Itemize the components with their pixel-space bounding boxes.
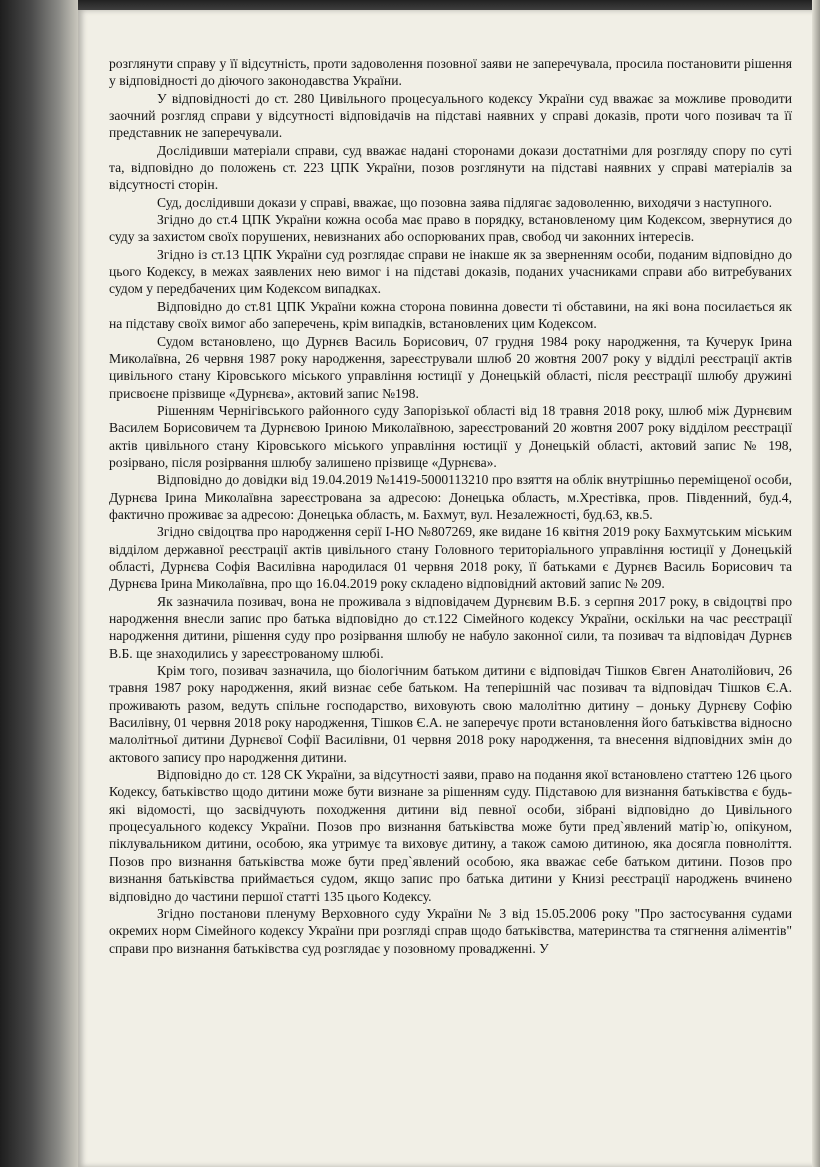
paragraph: Як зазначила позивач, вона не проживала з відповідачем Дурнєвим В.Б. з серпня 2017 року, в свідоцтві про народження внесли запис про батька відповідно до ст.122 Сімейного кодексу України, оскільки на час реєстрації народження дитини, рішення суду про розірвання шлюбу не набуло законної сили, та позивач та відповідач Дурнєв В.Б. ще знаходились у зареєстрованому шлюбі. [109,593,792,661]
paragraph: Згідно із ст.13 ЦПК України суд розглядає справи не інакше як за зверненням особи, поданим відповідно до цього Кодексу, в межах заявлених нею вимог і на підставі доказів, поданих учасниками справи або витребуваних судом у передбачених цим Кодексом випадках. [109,246,792,297]
paragraph: Відповідно до ст.81 ЦПК України кожна сторона повинна довести ті обставини, на які вона посилається як на підставу своїх вимог або заперечень, крім випадків, встановлених цим Кодексом. [109,298,792,332]
paragraph: розглянути справу у її відсутність, проти задоволення позовної заяви не заперечувала, просила постановити рішення у відповідності до діючого законодавства України. [109,56,792,89]
document-page [78,10,820,1167]
paragraph: У відповідності до ст. 280 Цивільного процесуального кодексу України суд вважає за можливе проводити заочний розгляд справи у відсутності відповідачів на підставі наявних у справі доказів, проти чого позивач та її представник не заперечували. [109,90,792,141]
paragraph: Крім того, позивач зазначила, що біологічним батьком дитини є відповідач Тішков Євген Анатолійович, 26 травня 1987 року народження, який визнає себе батьком. На теперішній час позивач та відповідач Тішков Є.А. проживають разом, ведуть спільне господарство, виховують свою малолітню дитину – доньку Дурнєву Софію Василівну, 01 червня 2018 року народження, Тішков Є.А. не заперечує проти встановлення його батьківства відносно малолітньої дитини Дурнєвої Софії Василівни, 01 червня 2018 року народження, та внесення відповідних змін до актового запису про народження дитини. [109,663,792,765]
paragraph: Судом встановлено, що Дурнєв Василь Борисович, 07 грудня 1984 року народження, та Кучерук Ірина Миколаївна, 26 червня 1987 року народження, зареєстрували шлюб 20 жовтня 2007 року у відділі реєстрації актів цивільного стану Кіровського міського управління юстиції у Донецькій області, після реєстрації шлюбу дружині присвоєне прізвище «Дурнєва», актовий запис №198. [109,333,792,401]
paragraph: Відповідно до довідки від 19.04.2019 №1419-5000113210 про взяття на облік внутрішньо переміщеної особи, Дурнєва Ірина Миколаївна зареєстрована за адресою: Донецька область, м.Хрестівка, пров. Південний, буд.4, фактично проживає за адресою: Донецька область, м. Бахмут, вул. Незалежності, буд.63, кв.5. [109,472,792,522]
paragraph: Відповідно до ст. 128 СК України, за відсутності заяви, право на подання якої встановлено статтею 126 цього Кодексу, батьківство щодо дитини може бути визнане за рішенням суду. Підставою для визнання батьківства є будь-які відомості, що засвідчують походження дитини від певної особи, зібрані відповідно до Цивільного процесуального кодексу України. Позов про визнання батьківства може бути пред`явлений матір`ю, опікуном, піклувальником дитини, особою, яка утримує та виховує дитину, а також самою дитиною, яка досягла повноліття. Позов про визнання батьківства може бути пред`явлений особою, яка вважає себе батьком дитини. Позов про визнання батьківства приймається судом, якщо запис про батька дитини у Книзі реєстрації народжень вчинено відповідно до частини першої статті 135 цього Кодексу. [109,767,792,904]
paragraph: Згідно постанови пленуму Верховного суду України № 3 від 15.05.2006 року "Про застосування судами окремих норм Сімейного кодексу України при розгляді справ щодо батьківства, материнства та стягнення аліментів" справи про визнання батьківства суд розглядає у позовному провадженні. У [109,905,792,956]
paragraph: Згідно свідоцтва про народження серії І-НО №807269, яке видане 16 квітня 2019 року Бахмутським міським відділом державної реєстрації актів цивільного стану Головного територіального управління юстиції у Донецькій області, Дурнєва Софія Василівна народилася 01 червня 2018 року, її батьками є Дурнєв Василь Борисович та Дурнєва Ірина Миколаївна, про що 16.04.2019 року складено відповідний актовий запис № 209. [109,524,792,592]
scan-right-edge [812,0,820,1167]
paragraph: Згідно до ст.4 ЦПК України кожна особа має право в порядку, встановленому цим Кодексом, звернутися до суду за захистом своїх порушених, невизнаних або оспорюваних прав, свобод чи законних інтересів. [109,212,792,245]
paragraph: Суд, дослідивши докази у справі, вважає, що позовна заява підлягає задоволенню, виходячи з наступного. [157,194,773,210]
paragraph: Дослідивши матеріали справи, суд вважає надані сторонами докази достатніми для розгляду спору по суті та, відповідно до положень ст. 223 ЦПК України, позов розглянути на підставі наявних у справі матеріалів за відсутності сторін. [109,142,792,193]
scan-left-margin [0,0,78,1167]
paragraph: Рішенням Чернігівського районного суду Запорізької області від 18 травня 2018 року, шлюб між Дурнєвим Василем Борисовичем та Дурнєвою Іриною Миколаївною, зареєстрований 20 жовтня 2007 року відділом реєстрації актів цивільного стану Кіровського міського управління юстиції у Донецькій області, актовий запис № 198, розірвано, після розірвання шлюбу залишено прізвище «Дурнєва». [109,402,792,470]
document-body [109,55,792,957]
